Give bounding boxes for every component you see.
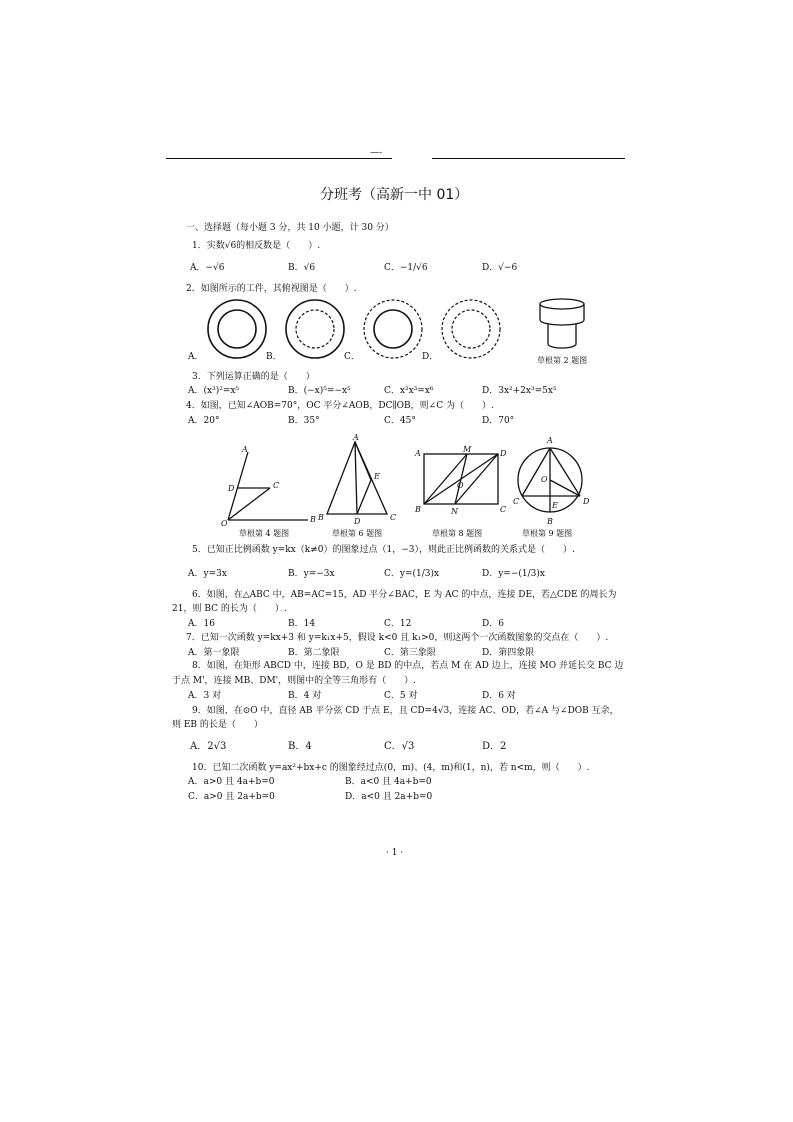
q10-option-c: C．a>0 且 2a+b=0 [188,792,275,802]
f8-label-o: O [457,481,464,490]
f9-label-d: D [583,497,590,506]
q3-option-c: C．x²x³=x⁶ [384,386,434,396]
q5-stem: 5．已知正比例函数 y=kx（k≠0）的图象过点（1，−3），则此正比例函数的关系式是（ ）. [192,545,575,555]
f8-label-n: N [451,507,458,516]
f8-label-m: M [463,445,472,454]
f8-label-c: C [500,505,507,514]
figure-q4-caption: 草根第 4 题图 [239,529,290,538]
f4-label-d: D [228,484,235,493]
page-number: · 1 · [386,848,404,858]
q2-option-c: C． [344,352,360,362]
f9-label-o: O [541,475,548,484]
q9-option-d: D．2 [482,741,507,752]
q1-option-c: C．−1/√6 [384,263,428,273]
f4-label-a: A [242,445,248,454]
q3-option-b: B．(−x)⁵=−x⁵ [288,386,351,396]
q6-stem-line2: 21，则 BC 的长为（ ）. [172,604,287,614]
q2-option-b: B． [266,352,282,362]
page-title: 分班考（高新一中 01） [320,187,469,203]
q10-stem: 10．已知二次函数 y=ax²+bx+c 的图象经过点(0，m)、(4，m)和(1，n)，若 n<m，则（ ）. [192,763,590,773]
q4-stem: 4．如图，已知∠AOB=70°，OC 平分∠AOB，DC∥OB，则∠C 为（ ）. [186,401,494,411]
figure-q9-caption: 草根第 9 题图 [522,529,573,538]
f4-label-b: B [310,515,316,524]
q6-option-b: B．14 [288,619,316,629]
q2-figure-b [286,300,344,358]
q4-option-a: A．20° [188,416,220,426]
q9-stem-line2: 则 EB 的长是（ ） [172,720,263,730]
q2-stem: 2．如图所示的工件，其俯视图是（ ）. [186,284,357,294]
q5-option-a: A．y=3x [188,569,227,579]
f8-label-a: A [415,449,421,458]
q5-option-d: D．y=−(1/3)x [482,569,545,579]
q5-option-b: B．y=−3x [288,569,335,579]
f9-label-c: C [513,497,520,506]
q8-option-d: D．6 对 [482,691,516,701]
q2-option-a: A． [188,352,204,362]
q7-option-a: A．第一象限 [188,648,240,658]
q4-option-c: C．45° [384,416,416,426]
figure-q8-caption: 草根第 8 题图 [432,529,483,538]
header-rule-right [432,158,625,159]
f6-label-b: B [318,513,324,522]
q1-option-b: B．√6 [288,263,316,273]
f6-label-c: C [390,513,397,522]
q7-stem: 7．已知一次函数 y=kx+3 和 y=k₁x+5，假设 k<0 且 k₁>0，则这两个一次函数图象的交点在（ ）. [186,633,609,643]
figure-q8 [412,444,508,516]
q1-option-d: D．√−6 [482,263,518,273]
q2-figure-caption: 草根第 2 题图 [537,356,588,365]
q8-option-b: B．4 对 [288,691,322,701]
q8-stem-line2: 于点 M'，连接 MB、DM'，则图中的全等三角形有（ ）. [172,676,417,686]
q2-option-d: D． [422,352,439,362]
figure-q6 [315,434,405,524]
q9-option-b: B．4 [288,741,312,752]
q10-option-d: D．a<0 且 2a+b=0 [345,792,433,802]
q4-option-d: D．70° [482,416,515,426]
figure-q9 [510,434,594,526]
q6-option-d: D．6 [482,619,504,629]
q6-option-c: C．12 [384,619,412,629]
f9-label-b: B [547,517,553,526]
f9-label-e: E [552,501,558,510]
header-rule-left [166,158,392,159]
f8-label-d: D [500,449,507,458]
q6-option-a: A．16 [188,619,215,629]
f4-label-o: O [221,519,228,528]
q9-option-a: A．2√3 [190,741,227,752]
q3-option-d: D．3x²+2x³=5x⁵ [482,386,557,396]
q2-figure-d [442,300,500,358]
q3-stem: 3．下列运算正确的是（ ） [192,372,315,382]
q7-option-d: D．第四象限 [482,648,535,658]
q6-stem-line1: 6．如图，在△ABC 中，AB=AC=15，AD 平分∠BAC，E 为 AC 的中点，连接 DE，若△CDE 的周长为 [192,590,617,600]
q8-stem-line1: 8．如图，在矩形 ABCD 中，连接 BD，O 是 BD 的中点，若点 M 在 AD 边上，连接 MO 并延长交 BC 边 [192,661,624,671]
q1-option-a: A．−√6 [190,263,225,273]
f9-label-a: A [547,436,553,445]
q7-option-b: B．第二象限 [288,648,340,658]
f8-label-b: B [415,505,421,514]
f6-label-d: D [354,517,361,524]
header-mark: —- [370,148,383,158]
q9-option-c: C．√3 [384,741,415,752]
q10-option-a: A．a>0 且 4a+b=0 [188,777,275,787]
q7-option-c: C．第三象限 [384,648,436,658]
q4-option-b: B．35° [288,416,320,426]
q8-option-c: C．5 对 [384,691,418,701]
q1-stem: 1．实数√6的相反数是（ ）. [192,241,321,251]
q2-workpiece-figure [540,299,584,348]
q2-figure-c [364,300,422,358]
q10-option-b: B．a<0 且 4a+b=0 [345,777,432,787]
section-heading: 一、选择题（每小题 3 分，共 10 小题，计 30 分） [186,223,394,233]
q2-figure-a [208,300,266,358]
q8-option-a: A．3 对 [188,691,222,701]
f6-label-a: A [353,434,359,442]
f6-label-e: E [374,472,380,481]
figure-q4 [218,440,318,528]
q5-option-c: C．y=(1/3)x [384,569,440,579]
f4-label-c: C [273,481,280,490]
q3-option-a: A．(x³)²=x⁵ [188,386,240,396]
figure-q6-caption: 草根第 6 题图 [332,529,383,538]
q9-stem-line1: 9．如图，在⊙O 中，直径 AB 平分弦 CD 于点 E，且 CD=4√3，连接 AC、OD，若∠A 与∠DOB 互余， [192,706,619,716]
